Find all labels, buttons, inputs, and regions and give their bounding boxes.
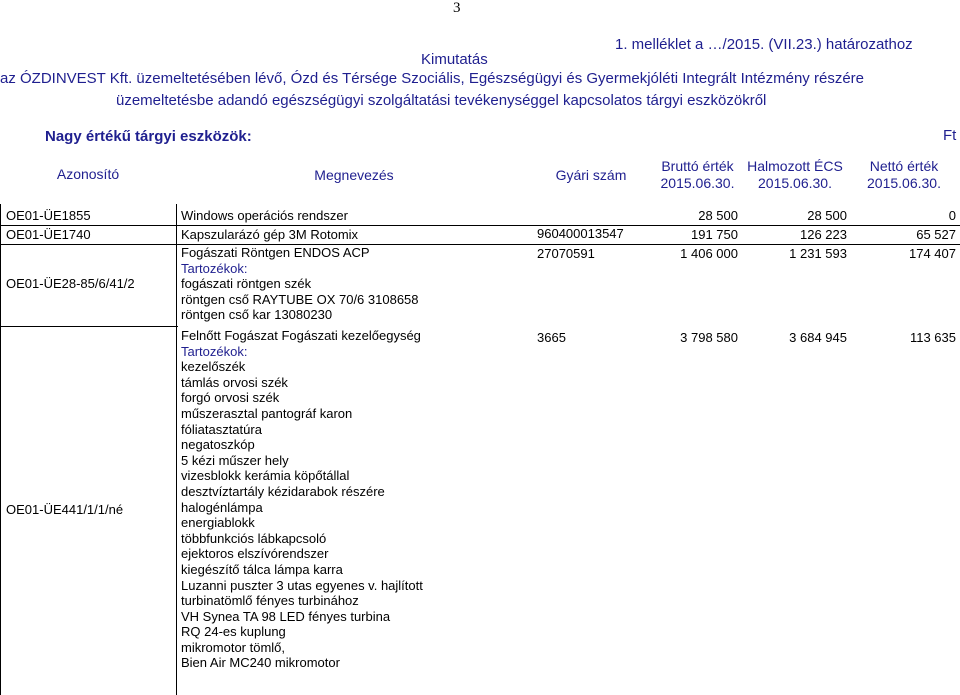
accessory-item: támlás orvosi szék: [181, 374, 288, 390]
accessories-label: Tartozékok:: [181, 260, 248, 276]
row-id: OE01-ÜE1740: [6, 227, 91, 242]
accessory-item: mikromotor tömlő,: [181, 639, 286, 655]
row-accumulated: 28 500: [807, 208, 847, 223]
accessory-item: RQ 24-es kuplung: [181, 624, 286, 640]
accessory-item: műszerasztal pantográf karon: [181, 405, 353, 421]
row-accumulated: 1 231 593: [789, 246, 847, 261]
row-gross: 191 750: [691, 227, 738, 242]
accessory-item: fóliatasztatúra: [181, 421, 262, 437]
row-net: 0: [948, 208, 956, 223]
accessories-label: Tartozékok:: [181, 343, 248, 359]
accessory-item: negatoszkóp: [181, 437, 255, 453]
header-net-date: 2015.06.30.: [867, 175, 941, 191]
column-divider: [0, 204, 1, 695]
column-divider: [176, 204, 177, 695]
row-id: OE01-ÜE441/1/1/né: [6, 502, 124, 517]
row-divider: [0, 225, 960, 226]
row-serial: 3665: [537, 330, 566, 345]
document-subtitle-line2: üzemeltetésbe adandó egészségügyi szolgáltatási tevékenységgel kapcsolatos tárgyi eszközökről: [116, 92, 767, 109]
header-gross: [650, 158, 745, 192]
currency-label: Ft: [943, 127, 957, 144]
row-id: OE01-ÜE28-85/6/41/2: [6, 276, 135, 291]
accessory-item: 5 kézi műszer hely: [181, 452, 289, 468]
accessory-item: energiablokk: [181, 515, 255, 531]
section-title: Nagy értékű tárgyi eszközök:: [45, 128, 252, 145]
document-subtitle-line1: az ÓZDINVEST Kft. üzemeltetésében lévő, Ózd és Térsége Szociális, Egészségügyi és Gyermekjóléti Integrált Intézmény részére: [0, 70, 864, 87]
header-gross-label: Bruttó érték: [661, 158, 734, 174]
row-id: OE01-ÜE1855: [6, 208, 91, 223]
row-name: Kapszularázó gép 3M Rotomix: [181, 227, 359, 242]
accessory-item: turbinatömlő fényes turbinához: [181, 593, 359, 609]
row-name: Felnőtt Fogászat Fogászati kezelőegység: [181, 328, 421, 343]
row-net: 65 527: [916, 227, 956, 242]
page-number: 3: [453, 0, 461, 16]
header-accumulated: [745, 158, 845, 192]
annex-reference: 1. melléklet a …/2015. (VII.23.) határozathoz: [615, 36, 913, 53]
accessory-list: [181, 359, 423, 671]
row-net: 174 407: [909, 246, 956, 261]
accessory-item: röntgen cső RAYTUBE OX 70/6 3108658: [181, 291, 419, 307]
row-gross: 3 798 580: [680, 330, 738, 345]
accessory-item: röntgen cső kar 13080230: [181, 307, 333, 323]
header-gross-date: 2015.06.30.: [660, 175, 735, 191]
accessory-item: Bien Air MC240 mikromotor: [181, 655, 340, 671]
row-net: 113 635: [909, 330, 956, 345]
row-gross: 1 406 000: [680, 246, 738, 261]
accessory-item: VH Synea TA 98 LED fényes turbina: [181, 608, 391, 624]
accessory-item: kiegészítő tálca lámpa karra: [181, 561, 343, 577]
row-accumulated: 126 223: [800, 227, 847, 242]
header-id: Azonosító: [56, 166, 120, 182]
row-gross: 28 500: [698, 208, 738, 223]
header-accumulated-date: 2015.06.30.: [758, 175, 832, 191]
accessory-item: vizesblokk kerámia köpőtállal: [181, 468, 350, 484]
document-title: Kimutatás: [421, 51, 488, 68]
row-divider: [0, 244, 960, 245]
accessory-item: desztvíztartály kézidarabok részére: [181, 483, 385, 499]
header-net: [848, 158, 960, 192]
header-name: Megnevezés: [314, 167, 394, 183]
accessory-item: ejektoros elszívórendszer: [181, 546, 329, 562]
row-divider: [0, 326, 178, 327]
row-description: [181, 245, 419, 323]
accessory-item: többfunkciós lábkapcsoló: [181, 530, 327, 546]
header-net-label: Nettó érték: [869, 158, 939, 174]
header-serial: Gyári szám: [555, 167, 627, 183]
row-serial: 27070591: [537, 246, 595, 261]
accessory-item: halogénlámpa: [181, 499, 263, 515]
row-name: Windows operációs rendszer: [181, 208, 348, 223]
row-accumulated: 3 684 945: [789, 330, 847, 345]
row-serial: 960400013547: [537, 226, 624, 241]
accessory-item: forgó orvosi szék: [181, 390, 280, 406]
accessory-item: fogászati röntgen szék: [181, 276, 312, 292]
row-name: Fogászati Röntgen ENDOS ACP: [181, 245, 370, 260]
header-accumulated-label: Halmozott ÉCS: [747, 158, 843, 174]
accessory-item: Luzanni puszter 3 utas egyenes v. hajlított: [181, 577, 423, 593]
accessory-list: [181, 276, 419, 323]
accessory-item: kezelőszék: [181, 359, 246, 375]
row-description: [181, 328, 423, 671]
